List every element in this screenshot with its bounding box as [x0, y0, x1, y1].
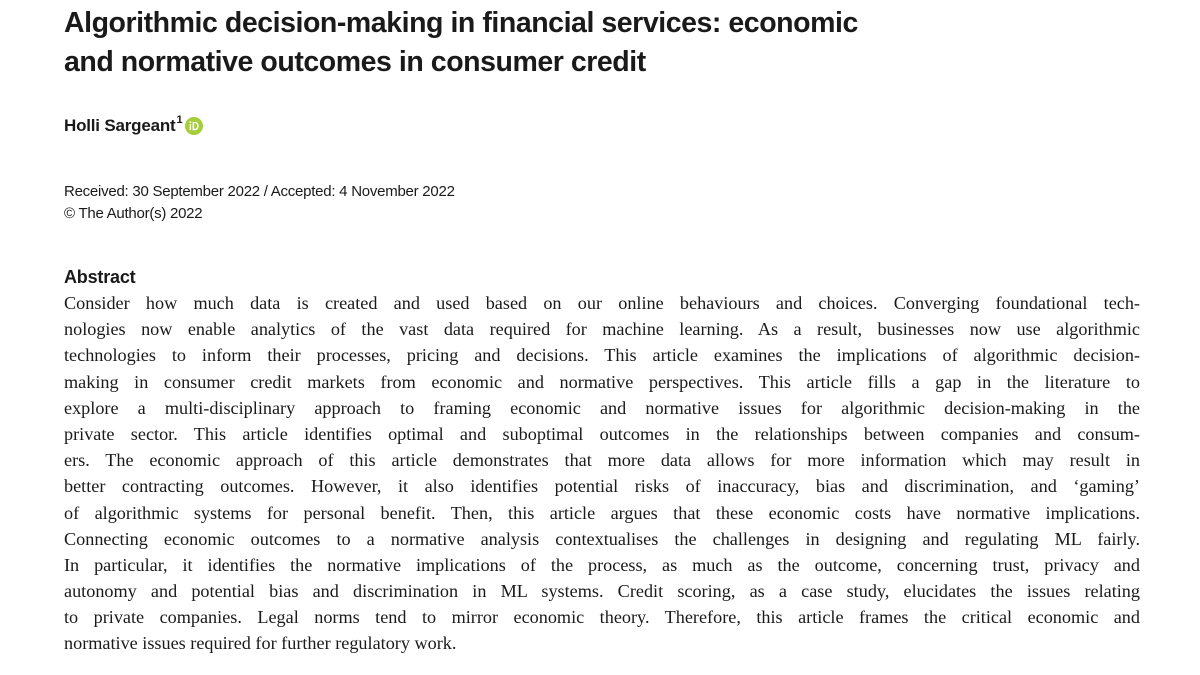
abstract-line: private sector. This article identifies optimal and suboptimal outcomes in the relationships between companies and consum- [64, 423, 1140, 444]
abstract-line: autonomy and potential bias and discrimination in ML systems. Credit scoring, as a case study, elucidates the issues relating [64, 581, 1140, 602]
abstract-line: normative issues required for further regulatory work. [64, 633, 457, 654]
author-line [64, 114, 203, 138]
abstract-line: of algorithmic systems for personal benefit. Then, this article argues that these economic costs have normative implications. [64, 502, 1140, 523]
abstract-line: nologies now enable analytics of the vast data required for machine learning. As a result, businesses now use algorithmic [64, 319, 1140, 340]
abstract-heading: Abstract [64, 267, 136, 287]
abstract-line: better contracting outcomes. However, it also identifies potential risks of inaccuracy, bias and discrimination, and ‘gaming’ [64, 476, 1140, 497]
abstract-text [64, 290, 1140, 657]
abstract-line: making in consumer credit markets from economic and normative perspectives. This article fills a gap in the literature to [64, 371, 1140, 392]
paper-title [64, 4, 1064, 82]
abstract-line: explore a multi-disciplinary approach to framing economic and normative issues for algorithmic decision-making in the [64, 397, 1140, 418]
copyright-notice: © The Author(s) 2022 [64, 205, 203, 222]
abstract-line: Connecting economic outcomes to a normative analysis contextualises the challenges in designing and regulating ML fairly. [64, 528, 1140, 549]
author-name: Holli Sargeant [64, 116, 176, 135]
title-line: and normative outcomes in consumer credit [64, 46, 646, 78]
title-line: Algorithmic decision-making in financial services: economic [64, 7, 858, 39]
abstract-line: In particular, it identifies the normative implications of the process, as much as the outcome, concerning trust, privacy and [64, 554, 1140, 575]
affiliation-mark: 1 [176, 114, 183, 126]
abstract-line: technologies to inform their processes, pricing and decisions. This article examines the implications of algorithmic decision- [64, 345, 1140, 366]
orcid-icon[interactable] [185, 117, 203, 135]
publication-dates [64, 181, 455, 225]
abstract-line: to private companies. Legal norms tend to mirror economic theory. Therefore, this article frames the critical economic and [64, 607, 1140, 628]
abstract-line: Consider how much data is created and used based on our online behaviours and choices. Converging foundational tech- [64, 293, 1140, 313]
abstract-line: ers. The economic approach of this article demonstrates that more data allows for more information which may result in [64, 450, 1140, 471]
received-accepted-dates: Received: 30 September 2022 / Accepted: 4 November 2022 [64, 183, 455, 200]
